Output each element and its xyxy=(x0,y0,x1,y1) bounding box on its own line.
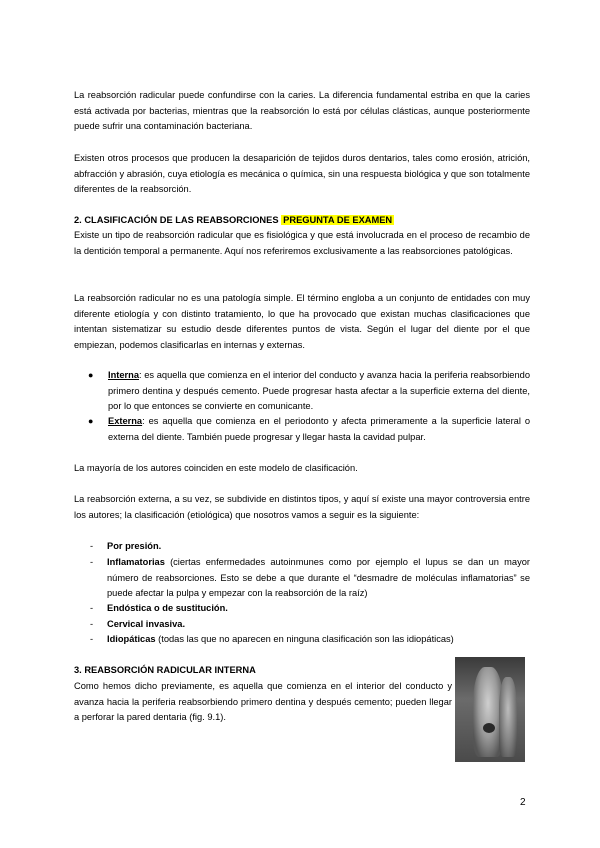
term-idiopaticas: Idiopáticas xyxy=(107,634,156,644)
section-heading-2 xyxy=(74,213,394,227)
list-item-text: (ciertas enfermedades autoinmunes como por ejemplo el lupus se dan un mayor número de reabsorciones. Esto se debe a que durante el “desmadre de moléculas inflamatorias” se puede afectar la pulpa y empezar con la reabsorción de la raíz) xyxy=(107,557,530,599)
exam-question-highlight: PREGUNTA DE EXAMEN xyxy=(283,215,393,225)
dash-marker: - xyxy=(90,619,94,629)
bullet-text: : es aquella que comienza en el periodonto y afecta primeramente a la superficie lateral o externa del diente. También puede progresar y llegar hasta la cavidad pulpar. xyxy=(108,416,530,442)
list-item xyxy=(90,539,530,555)
tooth-shape xyxy=(499,677,517,757)
list-item xyxy=(88,414,530,445)
bullet-icon: ● xyxy=(88,370,94,380)
list-item xyxy=(90,632,530,648)
term-cervical: Cervical invasiva. xyxy=(107,619,186,629)
term-interna: Interna xyxy=(108,370,139,380)
paragraph-internal-resorption: Como hemos dicho previamente, es aquella que comienza en el interior del conducto y avanza hacia la periferia reabsorbiendo primero dentina y después cemento; pueden llegar a perforar la pared dentaria (fig. 9.1). xyxy=(74,681,452,723)
list-item xyxy=(90,601,530,617)
dash-marker: - xyxy=(90,541,94,551)
section-heading-2-title: 2. CLASIFICACIÓN DE LAS REABSORCIONES xyxy=(74,215,279,225)
list-item xyxy=(88,368,530,415)
term-externa: Externa xyxy=(108,416,143,426)
term-presion: Por presión. xyxy=(107,541,162,551)
list-item-text: (todas las que no aparecen en ninguna clasificación son las idiopáticas) xyxy=(155,634,454,644)
list-item xyxy=(90,617,530,633)
bullet-icon: ● xyxy=(88,416,94,426)
paragraph-external-subtypes: La reabsorción externa, a su vez, se subdivide en distintos tipos, y aquí sí existe una mayor controversia entre los autores; la clasificación (etiológica) que nosotros vamos a seguir es la siguiente: xyxy=(74,494,530,520)
page-number: 2 xyxy=(520,797,526,808)
list-item xyxy=(90,555,530,602)
section-heading-3: 3. REABSORCIÓN RADICULAR INTERNA xyxy=(74,665,256,675)
xray-image xyxy=(455,657,525,762)
dash-marker: - xyxy=(90,634,94,644)
paragraph-consensus: La mayoría de los autores coinciden en este modelo de clasificación. xyxy=(74,463,358,473)
dash-marker: - xyxy=(90,603,94,613)
dash-marker: - xyxy=(90,557,94,567)
paragraph-other-processes: Existen otros procesos que producen la desaparición de tejidos duros dentarios, tales como erosión, atrición, abfracción y abrasión, cuya etiología es mecánica o química, sin una respuesta biológica y que son totalmente diferentes de la reabsorción. xyxy=(74,153,530,195)
term-inflamatorias: Inflamatorias xyxy=(107,557,165,567)
paragraph-physiological: Existe un tipo de reabsorción radicular que es fisiológica y que está involucrada en el proceso de recambio de la dentición temporal a permanente. Aquí nos referiremos exclusivamente a las reabsorciones patológicas. xyxy=(74,230,530,256)
paragraph-classification-intro: La reabsorción radicular no es una patología simple. El término engloba a un conjunto de entidades con muy diferente etiología y con distinto tratamiento, lo que ha provocado que existan muchas clasificaciones que intentan sistematizar su estudio desde diferentes puntos de vista. Según el lugar del diente por el que empiezan, podemos clasificarlas en internas y externas. xyxy=(74,293,530,351)
term-endostica: Endóstica o de sustitución. xyxy=(107,603,228,613)
resorption-lesion xyxy=(483,723,495,733)
bullet-text: : es aquella que comienza en el interior del conducto y avanza hacia la periferia reabsorbiendo primero dentina y después cemento. Puede progresar hasta afectar a la superficie externa del diente, por lo que entonces se convierte en comunicante. xyxy=(108,370,530,412)
paragraph-caries: La reabsorción radicular puede confundirse con la caries. La diferencia fundamental estriba en que la caries está activada por bacterias, mientras que la reabsorción lo está por células clásticas, aunque posteriormente puede sufrir una contaminación bacteriana. xyxy=(74,90,530,132)
